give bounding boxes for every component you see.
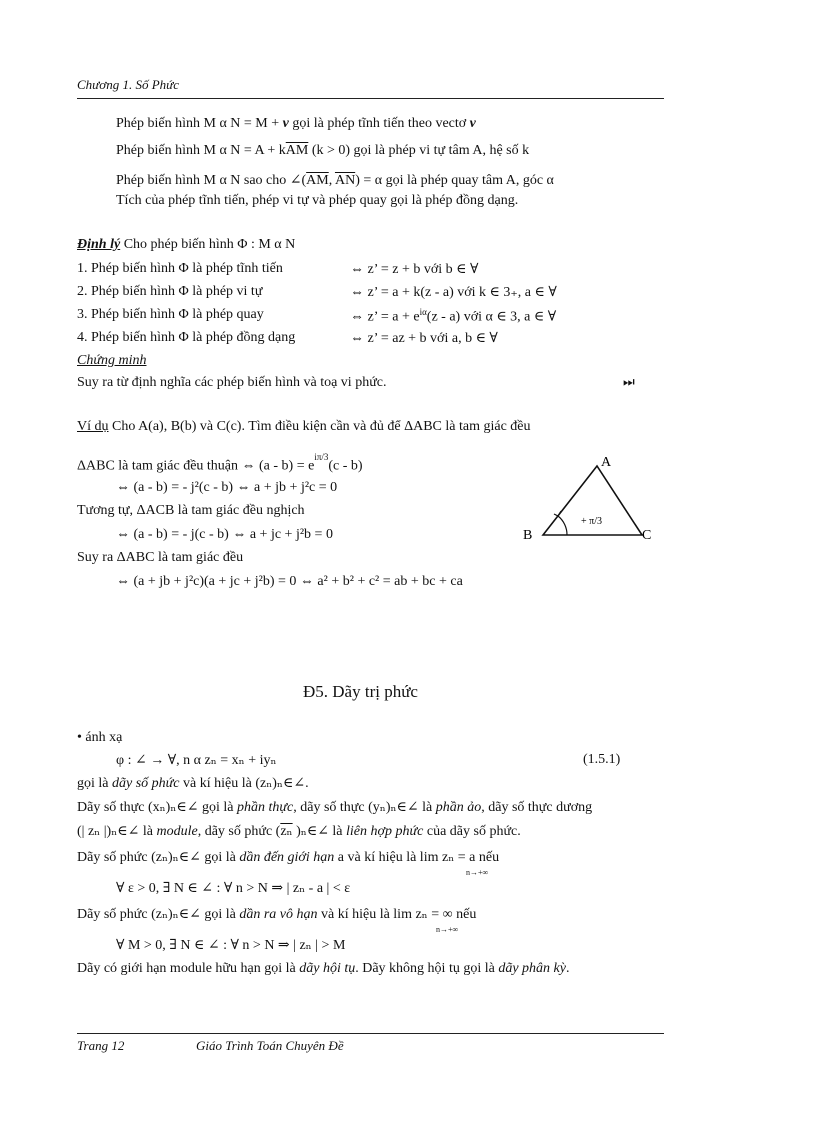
theorem-item-3-right: ⇔ z’ = $a + e^{i\alpha}(z - a)$ với α ∈ 3, a ∈ ∀ bbox=[350, 307, 557, 325]
footer-rule bbox=[77, 1033, 664, 1034]
qed-icon: ⏭ bbox=[623, 374, 635, 389]
paragraph-2: Dãy số thực (xₙ)ₙ∈∠ gọi là phần thực, dãy số thực (yₙ)ₙ∈∠ là phần ảo, dãy số thực dương bbox=[77, 800, 593, 815]
paragraph-6: Dãy số phức (zₙ)ₙ∈∠ gọi là dần ra vô hạn và kí hiệu là lim zₙ = ∞ nếu bbox=[77, 907, 477, 922]
rotation-line: Phép biến hình M α N sao cho $\angle(\overline{AM}$, $\overline{AN}) = \alpha$ gọi là phép quay tâm A, góc α bbox=[116, 173, 554, 188]
theorem-item-2-right: ⇔ z’ = a + k(z - a) với k ∈ 3₊, a ∈ ∀ bbox=[350, 285, 557, 300]
homothety-line: Phép biến hình M α $N = A + k\overline{AM}$ (k > 0) gọi là phép vi tự tâm A, hệ số k bbox=[116, 143, 530, 158]
similarity-line: Tích của phép tĩnh tiến, phép vi tự và phép quay gọi là phép đồng dạng. bbox=[116, 193, 519, 208]
theorem-item-2-left: 2. Phép biến hình Φ là phép vi tự bbox=[77, 284, 263, 299]
theorem-heading: Định lý Cho phép biến hình Φ : M α N bbox=[77, 237, 296, 252]
example-line-5: Suy ra ΔABC là tam giác đều bbox=[77, 550, 244, 565]
bullet-mapping: • ánh xạ bbox=[77, 730, 123, 745]
chapter-header: Chương 1. Số Phức bbox=[77, 77, 180, 92]
equilateral-triangle-figure bbox=[515, 450, 655, 550]
example-line-2: ⇔ (a - b) = - j²(c - b) ⇔ a + jb + j²c = 0 bbox=[116, 480, 338, 495]
theorem-item-1-right: ⇔ z’ = z + b với b ∈ ∀ bbox=[350, 262, 479, 277]
angle-arc bbox=[558, 516, 567, 535]
angle-label: + π/3 bbox=[581, 516, 602, 527]
example-line-6: ⇔ (a + jb + j²c)(a + jc + j²b) = 0 ⇔ a² + b² + c² = ab + bc + ca bbox=[116, 574, 463, 589]
mapping-formula: φ : ∠ → ∀, n α zₙ = xₙ + iyₙ bbox=[116, 753, 277, 768]
limit-subscript-1: n→+∞ bbox=[466, 868, 489, 877]
book-title: Giáo Trình Toán Chuyên Đề bbox=[196, 1038, 344, 1053]
example-line-1: ΔABC là tam giác đều thuận ⇔ $(a - b) = e^{i\pi/3}(c - b)$ bbox=[77, 452, 363, 474]
paragraph-4: Dãy số phức (zₙ)ₙ∈∠ gọi là dần đến giới hạn a và kí hiệu là lim zₙ = a nếu bbox=[77, 850, 500, 865]
vertex-label-c: C bbox=[642, 528, 652, 543]
theorem-item-4-right: ⇔ z’ = az + b với a, b ∈ ∀ bbox=[350, 331, 498, 346]
limit-subscript-2: n→+∞ bbox=[436, 925, 459, 934]
theorem-item-4-left: 4. Phép biến hình Φ là phép đồng dạng bbox=[77, 330, 296, 345]
proof-text: Suy ra từ định nghĩa các phép biến hình và toạ vi phức. bbox=[77, 375, 387, 390]
paragraph-8: Dãy có giới hạn module hữu hạn gọi là dãy hội tụ. Dãy không hội tụ gọi là dãy phân kỳ. bbox=[77, 961, 570, 976]
section-title: Đ5. Dãy trị phức bbox=[303, 682, 418, 701]
translation-line: Phép biến hình M α N = M + v gọi là phép tĩnh tiến theo vectơ v bbox=[116, 116, 476, 131]
limit-definition-1: ∀ ε > 0, ∃ N ∈ ∠ : ∀ n > N ⇒ | zₙ - a | < ε bbox=[116, 881, 351, 896]
theorem-item-3-left: 3. Phép biến hình Φ là phép quay bbox=[77, 307, 264, 322]
example-heading: Ví dụ Cho A(a), B(b) và C(c). Tìm điều kiện cần và đủ để ΔABC là tam giác đều bbox=[77, 419, 531, 434]
paragraph-1: gọi là dãy số phức và kí hiệu là (zₙ)ₙ∈∠. bbox=[77, 776, 309, 791]
vertex-label-a: A bbox=[601, 455, 612, 470]
example-line-3: Tương tự, ΔACB là tam giác đều nghịch bbox=[77, 503, 305, 518]
limit-definition-2: ∀ M > 0, ∃ N ∈ ∠ : ∀ n > N ⇒ | zₙ | > M bbox=[116, 938, 346, 953]
equation-number: (1.5.1) bbox=[583, 752, 621, 767]
example-line-4: ⇔ (a - b) = - j(c - b) ⇔ a + jc + j²b = 0 bbox=[116, 527, 333, 542]
arrowhead-icon bbox=[554, 511, 561, 516]
vertex-label-b: B bbox=[523, 528, 533, 543]
proof-label: Chứng minh bbox=[77, 353, 147, 368]
theorem-item-1-left: 1. Phép biến hình Φ là phép tĩnh tiến bbox=[77, 261, 283, 276]
paragraph-3: (| zₙ |)ₙ∈∠ là module, dãy số phức ($\overline{z_n}$ )ₙ∈∠ là liên hợp phức của dãy số phức. bbox=[77, 824, 521, 839]
page-number: Trang 12 bbox=[77, 1038, 125, 1053]
header-rule bbox=[77, 98, 664, 99]
